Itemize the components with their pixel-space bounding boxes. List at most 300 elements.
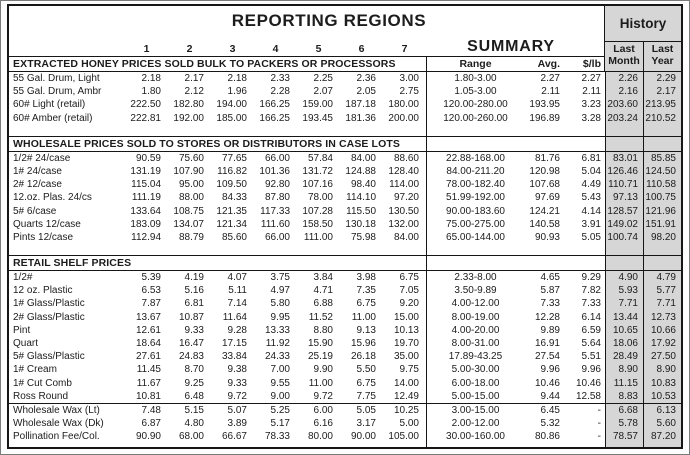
price-row	[9, 178, 681, 191]
row-label: Wholesale Wax (Lt)	[13, 404, 100, 416]
region-7-value: 9.20	[399, 298, 419, 310]
per-lb-value: 5.51	[581, 351, 601, 363]
history-last-year-value: 2.17	[643, 85, 681, 98]
range-value: 5.00-30.00	[426, 363, 524, 376]
region-7-value: 88.60	[393, 152, 419, 164]
region-4-value: 92.80	[264, 179, 290, 191]
per-lb-value: 3.91	[581, 218, 601, 230]
region-3-value: 2.18	[227, 73, 247, 84]
price-row	[9, 430, 681, 443]
region-1-value: 6.87	[141, 418, 161, 430]
region-6-value: 114.10	[346, 192, 376, 204]
region-1-value: 112.94	[131, 231, 161, 243]
range-value: 22.88-168.00	[426, 152, 524, 165]
range-value: 84.00-211.20	[426, 165, 524, 178]
region-1-value: 90.59	[135, 152, 161, 164]
section-gap-row	[9, 244, 681, 255]
region-2-value: 10.87	[178, 311, 204, 323]
region-3-value: 9.33	[227, 377, 247, 389]
per-lb-value: 5.05	[581, 231, 601, 243]
region-2-value: 8.70	[184, 364, 204, 376]
region-col-1: 1	[143, 43, 150, 55]
region-1-value: 2.18	[141, 73, 161, 84]
range-value: 17.89-43.25	[426, 350, 524, 363]
region-3-value: 194.00	[216, 99, 247, 111]
avg-value: 6.45	[540, 404, 560, 416]
region-col-3: 3	[229, 43, 236, 55]
row-label: Pints 12/case	[13, 231, 74, 243]
history-last-month-value: 5.93	[605, 284, 643, 297]
price-row	[9, 112, 681, 125]
region-col-6: 6	[358, 43, 365, 55]
region-4-value: 24.33	[264, 351, 290, 363]
per-lb-value: -	[597, 404, 601, 416]
history-last-year-value	[643, 137, 681, 151]
bottom-filler-row	[9, 444, 681, 448]
region-4-value: 4.97	[270, 285, 290, 297]
region-7-value: 2.75	[399, 86, 419, 98]
range-value: 51.99-192.00	[426, 191, 524, 204]
avg-value: 80.86	[534, 431, 560, 443]
region-5-value: 111.00	[303, 231, 333, 243]
region-4-value: 9.00	[270, 390, 290, 402]
region-3-value: 9.28	[227, 324, 247, 336]
region-col-2: 2	[186, 43, 193, 55]
history-last-year-value: 110.58	[643, 178, 681, 191]
region-7-value: 10.13	[393, 324, 419, 336]
range-value: 2.33-8.00	[426, 271, 524, 284]
history-last-year-value: 10.53	[643, 390, 681, 403]
avg-value	[524, 125, 569, 136]
row-label: 60# Amber (retail)	[13, 112, 93, 124]
history-last-year-value: 6.13	[643, 404, 681, 417]
region-2-value: 68.00	[178, 431, 204, 443]
pricing-table	[7, 4, 683, 449]
per-lb-value: 6.81	[581, 152, 601, 164]
avg-value	[524, 244, 569, 255]
range-value: 1.05-3.00	[426, 85, 524, 98]
per-lb-value: 5.64	[581, 338, 601, 349]
region-5-value: 6.88	[313, 298, 333, 310]
region-6-value: 6.75	[356, 298, 376, 310]
per-lb-value	[569, 137, 605, 151]
region-2-value: 9.25	[184, 377, 204, 389]
region-6-value: 5.50	[356, 364, 376, 376]
avg-value: 9.96	[540, 364, 560, 376]
region-7-value: 9.75	[399, 364, 419, 376]
range-value	[426, 137, 524, 151]
row-label: Ross Round	[13, 390, 69, 402]
price-row	[9, 417, 681, 430]
range-value	[426, 256, 524, 270]
gap-spacer	[9, 244, 426, 255]
avg-value: 4.65	[540, 272, 560, 284]
region-7-value: 105.00	[388, 431, 419, 443]
avg-value: 7.33	[540, 298, 560, 310]
per-lb-value: 10.46	[575, 377, 601, 389]
price-row	[9, 390, 681, 403]
history-last-year-value: 12.73	[643, 311, 681, 324]
range-value: 120.00-260.00	[426, 112, 524, 125]
gap-spacer	[9, 125, 426, 136]
region-1-value: 115.04	[131, 179, 161, 191]
avg-value	[524, 444, 569, 448]
region-6-value: 7.35	[356, 285, 376, 297]
avg-value: 107.68	[529, 179, 560, 191]
range-value: 2.00-12.00	[426, 417, 524, 430]
region-5-value: 15.90	[307, 338, 333, 349]
region-7-value: 84.00	[393, 231, 419, 243]
region-2-value: 182.80	[173, 99, 204, 111]
region-2-value: 6.48	[184, 390, 204, 402]
avg-value: 81.76	[534, 152, 560, 164]
row-label: 1/2#	[13, 272, 33, 284]
row-label: 55 Gal. Drum, Light	[13, 73, 100, 84]
per-lb-value: 5.04	[581, 165, 601, 177]
region-5-value: 158.50	[302, 218, 333, 230]
region-6-value: 3.17	[356, 418, 376, 430]
region-2-value: 4.19	[184, 272, 204, 284]
region-1-value: 222.50	[130, 99, 161, 111]
row-label: Quarts 12/case	[13, 218, 81, 230]
region-7-value: 12.49	[393, 390, 419, 402]
avg-value: 193.95	[529, 99, 560, 111]
region-7-value: 114.00	[389, 179, 419, 191]
price-row	[9, 284, 681, 297]
region-5-value: 159.00	[302, 99, 333, 111]
history-last-month-value: 203.60	[605, 98, 643, 111]
history-last-month-value	[605, 256, 643, 270]
history-last-year-value: 10.83	[643, 377, 681, 390]
region-2-value: 75.60	[178, 152, 204, 164]
range-value: 30.00-160.00	[426, 430, 524, 443]
history-last-year-value: 87.20	[643, 430, 681, 443]
region-7-value: 97.20	[393, 192, 419, 204]
region-4-value: 66.00	[264, 231, 290, 243]
history-last-month-value: 110.71	[605, 178, 643, 191]
history-last-year-value: 213.95	[643, 98, 681, 111]
region-5-value: 11.00	[308, 377, 333, 389]
history-last-year-value: 27.50	[643, 350, 681, 363]
region-1-value: 1.80	[141, 86, 161, 98]
region-2-value: 6.81	[184, 298, 204, 310]
price-row	[9, 218, 681, 231]
region-6-value: 115.50	[346, 205, 376, 217]
region-col-4: 4	[272, 43, 279, 55]
history-last-month-value: 28.49	[605, 350, 643, 363]
row-label: 60# Light (retail)	[13, 99, 86, 111]
region-2-value: 134.07	[173, 218, 204, 230]
history-last-year-value: 124.50	[643, 165, 681, 178]
region-1-value: 6.53	[141, 285, 161, 297]
per-lb-value: 4.14	[581, 205, 601, 217]
history-last-year-value: 7.71	[643, 297, 681, 310]
region-6-value: 7.75	[356, 390, 376, 402]
history-last-month-value: 7.71	[605, 297, 643, 310]
per-lb-value: -	[597, 431, 601, 443]
region-4-value: 66.00	[264, 152, 290, 164]
region-6-value: 26.18	[350, 351, 376, 363]
section-header-label: EXTRACTED HONEY PRICES SOLD BULK TO PACKERS OR PROCESSORS	[13, 58, 396, 70]
region-7-value: 35.00	[393, 351, 419, 363]
per-lb-value: 3.23	[581, 99, 601, 111]
pricing-table-inner	[9, 6, 681, 447]
region-1-value: 7.48	[141, 404, 161, 416]
region-6-value: 6.75	[356, 377, 376, 389]
price-row	[9, 72, 681, 85]
price-row	[9, 337, 681, 350]
region-4-value: 87.80	[264, 192, 290, 204]
region-2-value: 95.00	[178, 179, 204, 191]
per-lb-value: 2.27	[581, 73, 601, 84]
history-last-month-value: 18.06	[605, 337, 643, 350]
region-5-value: 2.25	[313, 73, 333, 84]
region-6-value: 2.05	[356, 86, 376, 98]
region-5-value: 11.52	[308, 311, 333, 323]
region-4-value: 111.60	[260, 218, 290, 230]
avg-value: 5.32	[540, 418, 560, 430]
per-lb-value: 5.43	[581, 192, 601, 204]
history-last-month-value: 11.15	[605, 377, 643, 390]
row-label: Quart	[13, 338, 39, 349]
history-last-month-value: 203.24	[605, 112, 643, 125]
per-lb-value	[569, 256, 605, 270]
table-rows	[9, 56, 681, 447]
region-4-value: 166.25	[259, 112, 290, 124]
region-5-value: 8.80	[313, 324, 333, 336]
history-last-year-value: 2.29	[643, 72, 681, 85]
page-title: REPORTING REGIONS	[231, 11, 427, 30]
region-4-value: 5.25	[270, 404, 290, 416]
history-last-month-value	[605, 125, 643, 136]
region-6-value: 130.18	[345, 218, 376, 230]
range-value: 8.00-31.00	[426, 337, 524, 350]
history-last-year-value: 4.79	[643, 271, 681, 284]
row-label: 2# Glass/Plastic	[13, 311, 85, 323]
history-last-month-value: 149.02	[605, 218, 643, 231]
price-row	[9, 363, 681, 376]
region-5-value: 107.16	[302, 179, 333, 191]
price-row	[9, 311, 681, 324]
avg-value: 9.89	[540, 324, 560, 336]
region-1-value: 183.09	[130, 218, 161, 230]
history-last-year-value	[643, 256, 681, 270]
range-value	[426, 444, 524, 448]
region-4-value: 2.33	[270, 73, 290, 84]
history-last-month-value	[605, 244, 643, 255]
avg-value: 27.54	[534, 351, 560, 363]
history-last-year-value: 17.92	[643, 337, 681, 350]
per-lb-value: 9.96	[581, 364, 601, 376]
avg-value: 97.69	[534, 192, 560, 204]
avg-value	[524, 137, 569, 151]
history-last-month-value: 97.13	[605, 191, 643, 204]
region-3-value: 77.65	[221, 152, 247, 164]
region-6-value: 124.88	[345, 165, 376, 177]
history-last-year-value: 100.75	[643, 191, 681, 204]
region-3-value: 7.14	[227, 298, 247, 310]
region-3-value: 66.67	[221, 431, 247, 443]
range-value: 6.00-18.00	[426, 377, 524, 390]
region-3-value: 84.33	[221, 192, 247, 204]
range-value: 4.00-12.00	[426, 297, 524, 310]
region-6-value: 3.98	[356, 272, 376, 284]
row-label: 1# 24/case	[13, 165, 62, 177]
avg-value	[524, 256, 569, 270]
section-header-row	[9, 136, 681, 152]
region-6-value: 2.36	[356, 73, 376, 84]
price-row	[9, 377, 681, 390]
region-col-spacer	[9, 43, 125, 56]
region-3-value: 3.89	[227, 418, 247, 430]
price-row	[9, 205, 681, 218]
region-2-value: 192.00	[173, 112, 204, 124]
history-last-month-value: 8.90	[605, 363, 643, 376]
region-1-value: 111.19	[131, 192, 161, 204]
price-row	[9, 324, 681, 337]
region-4-value: 101.36	[259, 165, 290, 177]
history-last-year-value: 121.96	[643, 205, 681, 218]
region-3-value: 1.96	[227, 86, 247, 98]
section-header-label: RETAIL SHELF PRICES	[13, 257, 132, 270]
price-row	[9, 350, 681, 363]
history-last-month-value: 10.65	[605, 324, 643, 337]
price-row	[9, 231, 681, 244]
region-5-value: 3.84	[313, 272, 333, 284]
range-value: 120.00-280.00	[426, 98, 524, 111]
region-2-value: 107.90	[173, 165, 204, 177]
row-label: 1# Cut Comb	[13, 377, 72, 389]
region-1-value: 5.39	[141, 272, 161, 284]
region-2-value: 2.12	[184, 86, 204, 98]
region-1-value: 18.64	[135, 338, 161, 349]
section-header-row	[9, 255, 681, 271]
region-1-value: 11.45	[136, 364, 161, 376]
history-last-month-value: 126.46	[605, 165, 643, 178]
history-last-month-value: 5.78	[605, 417, 643, 430]
region-2-value: 108.75	[173, 205, 204, 217]
history-last-month-value: 8.83	[605, 390, 643, 403]
history-last-month-value: 83.01	[605, 152, 643, 165]
section-header-row	[9, 56, 681, 72]
region-3-value: 9.38	[227, 364, 247, 376]
region-3-value: 11.64	[222, 311, 247, 323]
region-1-value: 7.87	[141, 298, 161, 310]
region-4-value: 7.00	[270, 364, 290, 376]
avg-value: 10.46	[534, 377, 560, 389]
region-4-value: 9.95	[270, 311, 290, 323]
range-value: 1.80-3.00	[426, 72, 524, 85]
avg-column-header: Avg.	[537, 58, 560, 70]
row-label: 5# 6/case	[13, 205, 57, 217]
region-4-value: 2.28	[270, 86, 290, 98]
region-5-value: 9.90	[313, 364, 333, 376]
region-4-value: 9.55	[270, 377, 290, 389]
region-1-value: 222.81	[130, 112, 161, 124]
region-5-value: 107.28	[302, 205, 333, 217]
region-5-value: 6.00	[313, 404, 333, 416]
region-4-value: 3.75	[270, 272, 290, 284]
row-label: 12 oz. Plastic	[13, 285, 73, 297]
history-last-year-value	[643, 244, 681, 255]
region-5-value: 6.16	[313, 418, 333, 430]
per-lb-value: 6.14	[581, 311, 601, 323]
region-1-value: 131.19	[130, 165, 161, 177]
region-7-value: 7.05	[399, 285, 419, 297]
per-lb-value: 12.58	[575, 390, 601, 402]
region-2-value: 16.47	[178, 338, 204, 349]
history-last-month-value: 13.44	[605, 311, 643, 324]
row-label: 55 Gal. Drum, Ambr	[13, 86, 102, 98]
region-2-value: 88.79	[178, 231, 204, 243]
per-lb-column-header: $/lb	[582, 58, 601, 70]
region-3-value: 17.15	[221, 338, 247, 349]
region-7-value: 5.00	[399, 418, 419, 430]
region-column-numbers	[9, 43, 426, 56]
range-value: 90.00-183.60	[426, 205, 524, 218]
region-3-value: 121.34	[216, 218, 247, 230]
per-lb-value	[569, 444, 605, 448]
region-7-value: 14.00	[393, 377, 419, 389]
region-3-value: 185.00	[216, 112, 247, 124]
history-last-year-header: Last Year	[643, 42, 681, 71]
price-row	[9, 98, 681, 111]
region-5-value: 25.19	[307, 351, 333, 363]
region-5-value: 78.00	[307, 192, 333, 204]
region-6-value: 75.98	[350, 231, 376, 243]
history-last-month-value: 6.68	[605, 404, 643, 417]
region-2-value: 9.33	[184, 324, 204, 336]
section-gap-row	[9, 125, 681, 136]
region-6-value: 5.05	[356, 404, 376, 416]
region-4-value: 5.80	[270, 298, 290, 310]
region-3-value: 109.50	[216, 179, 247, 191]
region-col-7: 7	[401, 43, 408, 55]
region-1-value: 11.67	[136, 377, 161, 389]
avg-value: 2.11	[541, 86, 560, 98]
history-subheaders	[605, 41, 681, 71]
avg-value: 124.21	[529, 205, 560, 217]
history-title: History	[619, 16, 667, 31]
range-value: 8.00-19.00	[426, 311, 524, 324]
price-row	[9, 165, 681, 178]
per-lb-value: 6.59	[581, 324, 601, 336]
region-2-value: 88.00	[178, 192, 204, 204]
row-label: 5# Glass/Plastic	[13, 351, 85, 363]
region-6-value: 84.00	[350, 152, 376, 164]
range-value	[426, 244, 524, 255]
price-row	[9, 85, 681, 98]
region-3-value: 85.60	[221, 231, 247, 243]
row-label: 1# Cream	[13, 364, 57, 376]
range-value: 3.50-9.89	[426, 284, 524, 297]
region-3-value: 116.82	[217, 165, 247, 177]
region-4-value: 117.33	[260, 205, 290, 217]
region-5-value: 131.72	[302, 165, 333, 177]
avg-value: 140.58	[529, 218, 560, 230]
region-1-value: 27.61	[135, 351, 161, 363]
price-row	[9, 297, 681, 310]
section-header-label: WHOLESALE PRICES SOLD TO STORES OR DISTRIBUTORS IN CASE LOTS	[13, 137, 400, 150]
region-3-value: 121.35	[216, 205, 247, 217]
history-last-year-value	[643, 125, 681, 136]
history-last-year-value: 8.90	[643, 363, 681, 376]
avg-value: 9.44	[540, 390, 560, 402]
range-value: 78.00-182.40	[426, 178, 524, 191]
avg-value: 16.91	[534, 338, 560, 349]
per-lb-value: 2.11	[582, 86, 601, 98]
avg-value: 120.98	[529, 165, 560, 177]
